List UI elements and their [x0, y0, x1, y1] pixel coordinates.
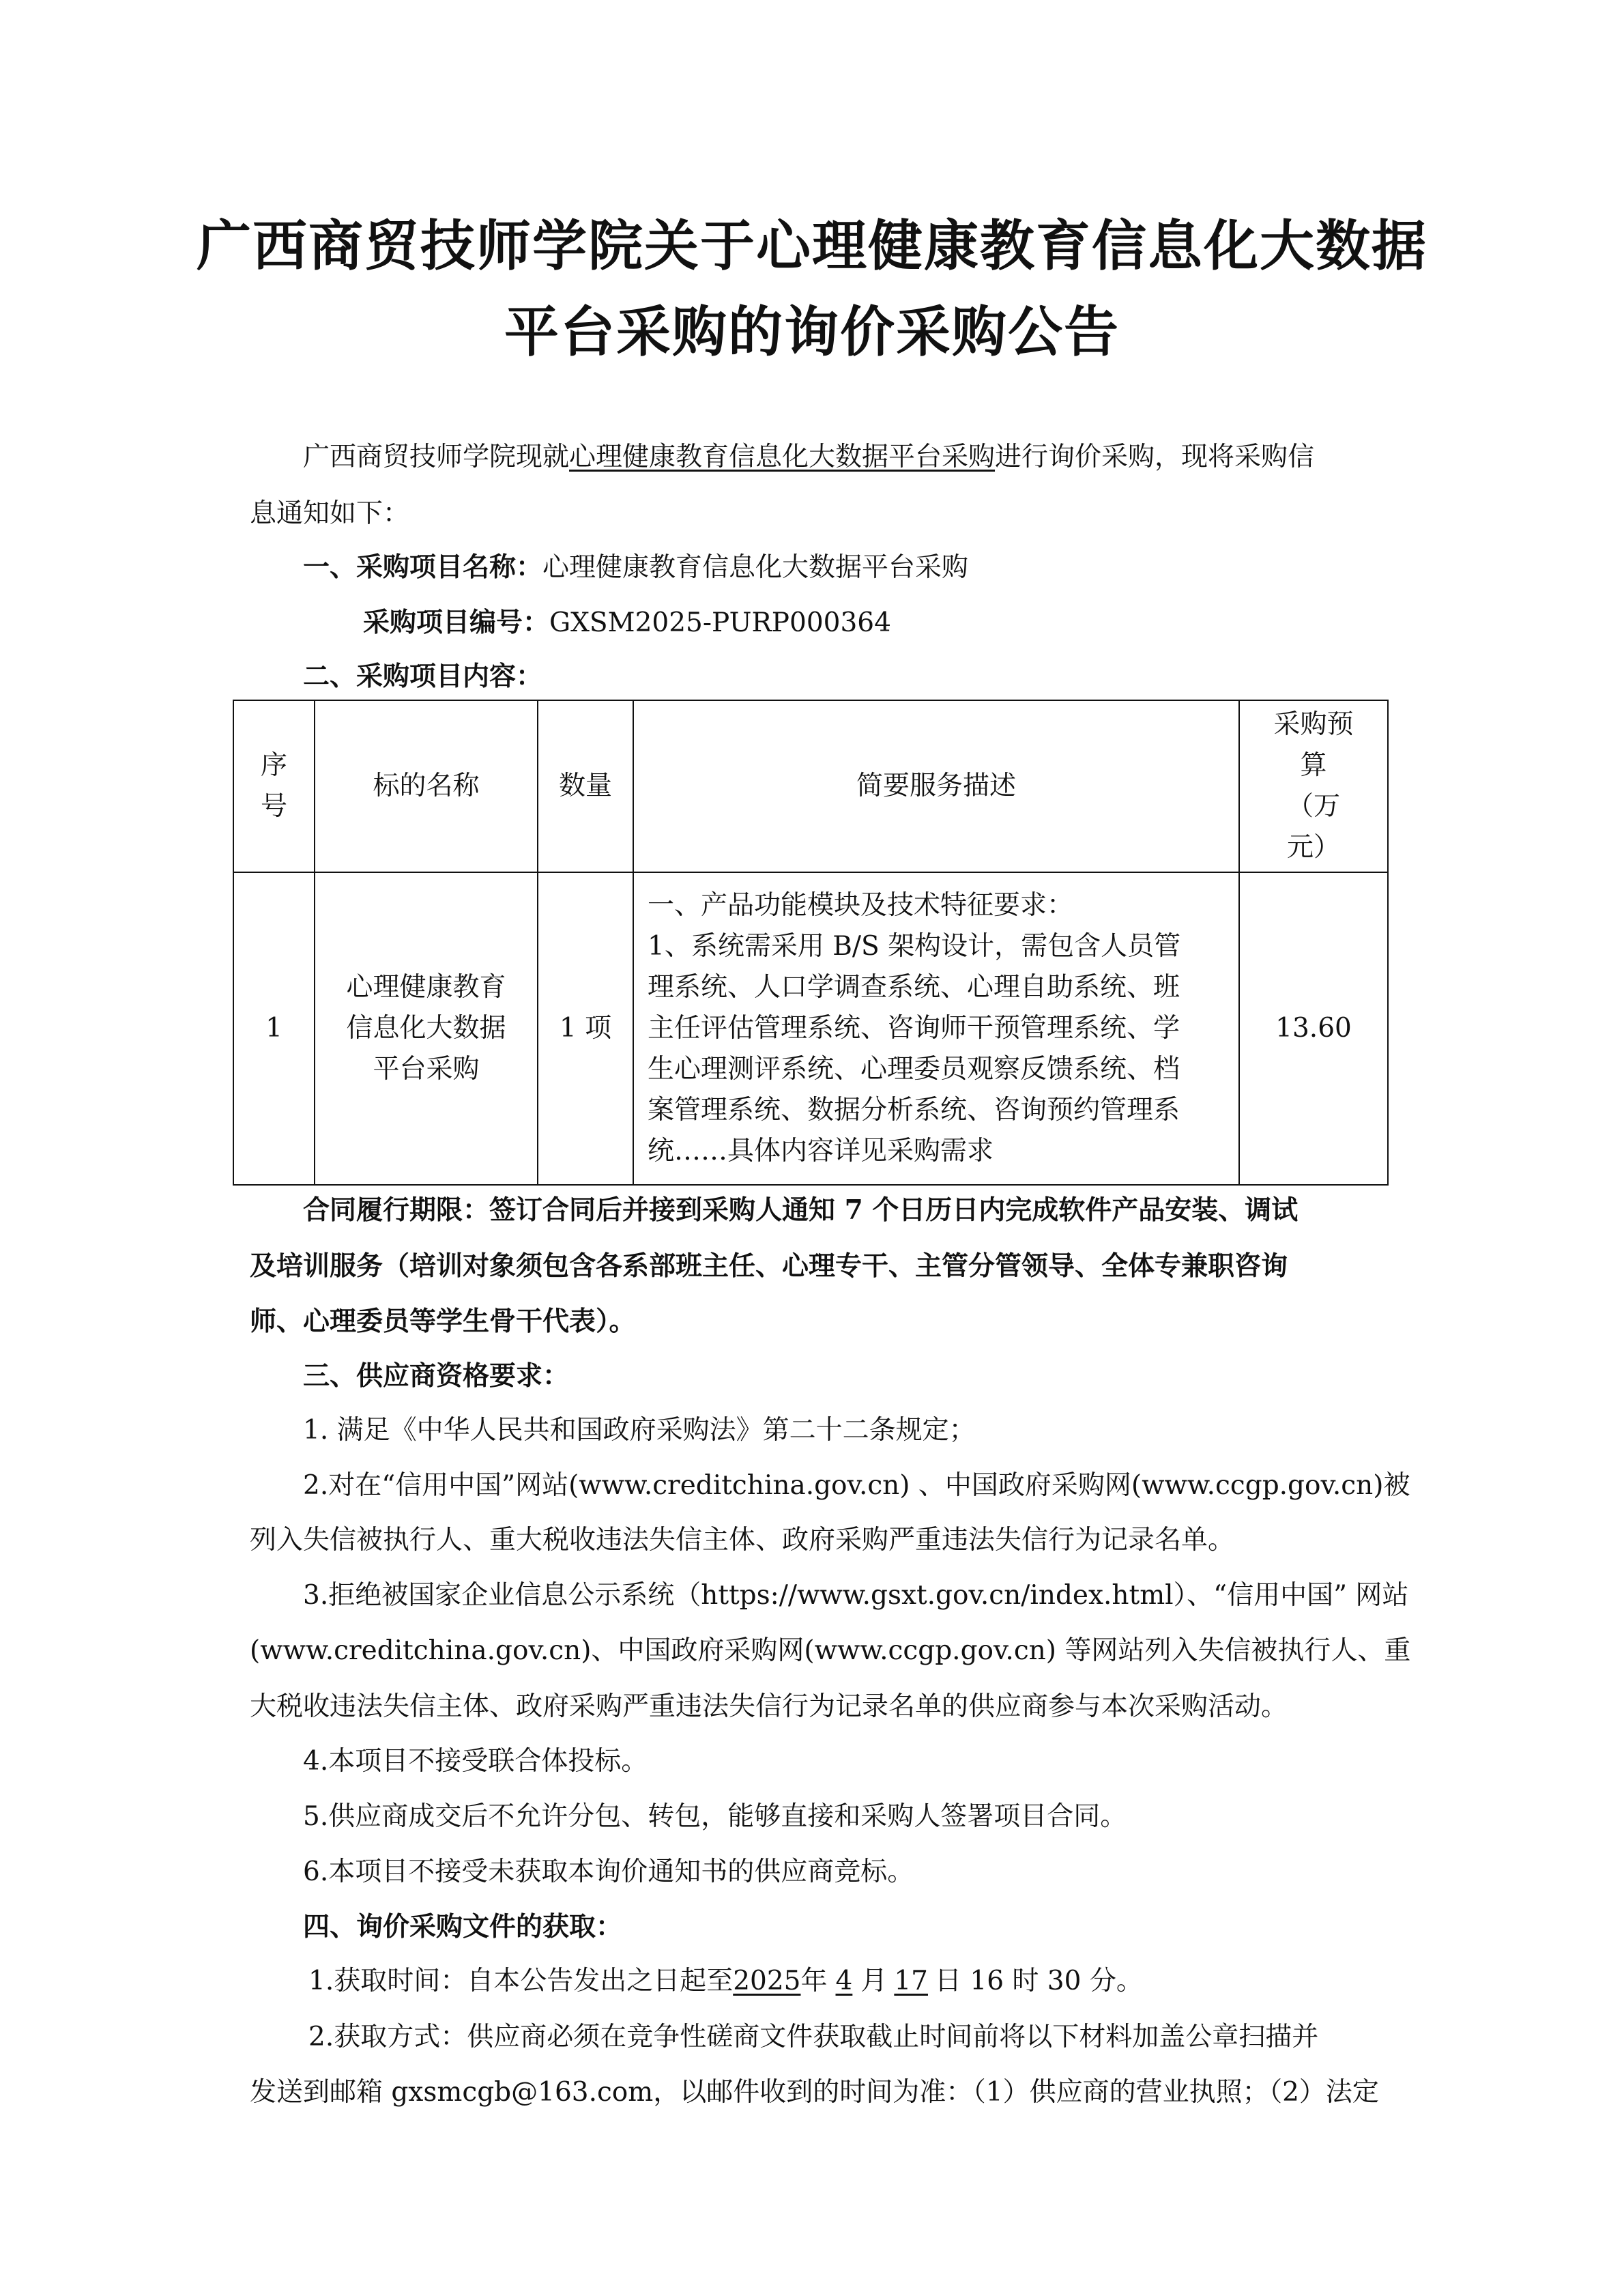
section2-heading: 二、采购项目内容：	[303, 661, 543, 692]
qualification-item-2-line1: 2.对在“信用中国”网站(www.creditchina.gov.cn) 、中国政府采购网(www.ccgp.gov.cn)被	[303, 1470, 1410, 1501]
cell-quantity: 1 项	[538, 872, 633, 1185]
qualification-item-3-line2: (www.creditchina.gov.cn)、中国政府采购网(www.ccgp.gov.cn) 等网站列入失信被执行人、重	[250, 1635, 1411, 1666]
header-quantity: 数量	[538, 700, 633, 872]
table-header-row	[233, 700, 1388, 872]
contract-line3: 师、心理委员等学生骨干代表）。	[250, 1306, 636, 1337]
qualification-item-3-line3: 大税收违法失信主体、政府采购严重违法失信行为记录名单的供应商参与本次采购活动。	[250, 1691, 1288, 1722]
acquisition-method-line1: 2.获取方式：供应商必须在竞争性磋商文件获取截止时间前将以下材料加盖公章扫描并	[308, 2022, 1319, 2052]
section4-heading: 四、询价采购文件的获取：	[303, 1911, 623, 1942]
contract-line2: 及培训服务（培训对象须包含各系部班主任、心理专干、主管分管领导、全体专兼职咨询	[250, 1250, 1288, 1282]
acquisition-time: 1.获取时间：自本公告发出之日起至2025年 4 月 17 日 16 时 30 分。	[308, 1966, 1143, 1996]
contract-line1: 合同履行期限：签订合同后并接到采购人通知 7 个日历日内完成软件产品安装、调试	[303, 1194, 1299, 1226]
qualification-item-3-line1: 3.拒绝被国家企业信息公示系统（https://www.gsxt.gov.cn/index.html）、“信用中国” 网站	[303, 1580, 1409, 1611]
intro-suffix: 进行询价采购，现将采购信	[995, 442, 1315, 472]
qualification-item-1: 1. 满足《中华人民共和国政府采购法》第二十二条规定；	[303, 1415, 976, 1446]
section1-line	[303, 550, 968, 585]
header-seq: 序 号	[233, 700, 315, 872]
qualification-item-2-line2: 列入失信被执行人、重大税收违法失信主体、政府采购严重违法失信行为记录名单。	[250, 1525, 1235, 1555]
cell-budget: 13.60	[1239, 872, 1388, 1185]
header-budget: 采购预 算 （万 元）	[1239, 700, 1388, 872]
intro-prefix: 广西商贸技师学院现就	[303, 442, 570, 472]
intro-project-name: 心理健康教育信息化大数据平台采购	[569, 442, 996, 472]
procurement-table	[233, 700, 1389, 1186]
document-title-line1: 广西商贸技师学院关于心理健康教育信息化大数据	[197, 214, 1427, 278]
intro-paragraph	[303, 440, 1314, 474]
intro-paragraph-line2: 息通知如下：	[250, 498, 410, 529]
time-day: 17	[894, 1966, 928, 1996]
cell-description: 一、产品功能模块及技术特征要求： 1、系统需采用 B/S 架构设计，需包含人员管 理系统、人口学调查系统、心理自助系统、班 主任评估管理系统、咨询师干预管理系统、学 生心理测评系统、心理委员观察反馈系统、档 案管理系统、数据分析系统、咨询预约管理系 统……具体内容详见采购需求	[633, 872, 1239, 1185]
document-title-line2: 平台采购的询价采购公告	[504, 300, 1120, 364]
section3-heading: 三、供应商资格要求：	[303, 1360, 570, 1392]
project-code-line	[363, 605, 891, 640]
table-row	[233, 872, 1388, 1185]
qualification-item-4: 4.本项目不接受联合体投标。	[303, 1746, 648, 1777]
time-year: 2025	[733, 1966, 801, 1996]
qualification-item-6: 6.本项目不接受未获取本询价通知书的供应商竞标。	[303, 1856, 914, 1887]
qualification-item-5: 5.供应商成交后不允许分包、转包，能够直接和采购人签署项目合同。	[303, 1801, 1127, 1832]
time-month: 4	[835, 1966, 853, 1996]
cell-seq: 1	[233, 872, 315, 1185]
section1-heading: 一、采购项目名称：	[303, 551, 543, 583]
header-description: 简要服务描述	[633, 700, 1239, 872]
header-item-name: 标的名称	[315, 700, 538, 872]
project-name: 心理健康教育信息化大数据平台采购	[542, 552, 969, 583]
project-code: GXSM2025-PURP000364	[549, 607, 891, 638]
cell-item-name: 心理健康教育 信息化大数据 平台采购	[315, 872, 538, 1185]
project-code-label: 采购项目编号：	[363, 607, 550, 638]
acquisition-method-line2: 发送到邮箱 gxsmcgb@163.com，以邮件收到的时间为准：（1）供应商的营业执照；（2）法定	[250, 2077, 1379, 2108]
